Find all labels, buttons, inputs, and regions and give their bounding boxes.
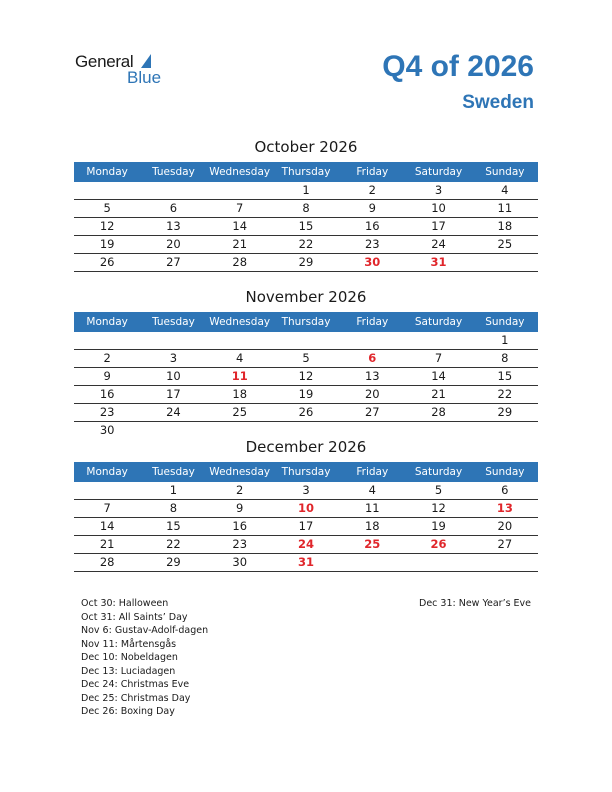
day-cell: 7 [236, 201, 244, 215]
day-cell [140, 182, 206, 199]
day-cell: 17 [298, 519, 314, 533]
day-cell: 11 [364, 501, 380, 515]
holiday-item: Dec 10: Nobeldagen [81, 652, 178, 663]
day-cell [74, 332, 140, 349]
day-cell: 15 [298, 219, 314, 233]
day-cell: 31 [297, 555, 314, 569]
day-cell: 26 [99, 255, 115, 269]
weekday-label: Monday [86, 166, 128, 178]
day-cell: 16 [99, 387, 115, 401]
day-cell: 5 [103, 201, 111, 215]
day-cell: 7 [434, 351, 443, 365]
day-cell: 4 [368, 483, 376, 497]
week-row [74, 500, 538, 518]
day-cell: 2 [368, 183, 376, 197]
day-cell: 12 [431, 501, 446, 515]
holiday-item: Dec 31: New Year’s Eve [419, 598, 532, 609]
day-cell: 8 [169, 501, 178, 515]
day-cell: 18 [232, 387, 248, 401]
holiday-item: Dec 24: Christmas Eve [81, 679, 190, 690]
day-cell: 31 [430, 255, 447, 269]
day-cell [207, 182, 273, 199]
day-cell: 14 [99, 519, 115, 533]
day-cell: 28 [431, 405, 446, 419]
day-cell: 20 [497, 519, 513, 533]
week-row [74, 404, 538, 422]
day-cell: 6 [501, 483, 509, 497]
day-cell: 29 [298, 255, 314, 269]
day-cell: 4 [501, 183, 509, 197]
day-cell [339, 332, 405, 349]
day-cell: 10 [431, 201, 446, 215]
week-row [74, 236, 538, 254]
day-cell: 21 [232, 237, 248, 251]
day-cell: 15 [497, 369, 513, 383]
month-title: November 2026 [245, 288, 367, 306]
week-row [74, 218, 538, 236]
day-cell: 28 [232, 255, 248, 269]
week-row [74, 368, 538, 386]
day-cell: 21 [431, 387, 446, 401]
month-november [74, 286, 538, 439]
day-cell: 22 [166, 537, 181, 551]
holiday-list-left [81, 597, 208, 719]
day-cell: 11 [231, 369, 248, 383]
week-row [74, 332, 538, 350]
day-cell [273, 332, 339, 349]
weekday-label: Tuesday [152, 166, 195, 178]
weekday-label: Wednesday [209, 316, 271, 328]
day-cell: 16 [364, 219, 380, 233]
weekday-label: Saturday [414, 316, 463, 328]
day-cell: 18 [364, 519, 380, 533]
day-cell: 24 [166, 405, 181, 419]
weekday-label: Saturday [414, 166, 463, 178]
day-cell: 23 [99, 405, 115, 419]
country-name: Sweden [462, 92, 534, 113]
day-cell [472, 554, 538, 571]
day-cell: 9 [103, 369, 111, 383]
day-cell: 2 [236, 483, 244, 497]
week-row [74, 350, 538, 368]
day-cell: 6 [169, 201, 178, 215]
day-cell: 1 [169, 483, 178, 497]
day-cell: 12 [99, 219, 115, 233]
day-cell: 4 [236, 351, 244, 365]
day-cell: 29 [166, 555, 181, 569]
day-cell [405, 554, 471, 571]
day-cell: 1 [501, 333, 509, 347]
weekday-label: Friday [356, 316, 389, 328]
day-cell: 17 [166, 387, 181, 401]
day-cell [339, 554, 405, 571]
day-cell: 16 [232, 519, 248, 533]
weekday-header [74, 312, 538, 332]
day-cell: 12 [298, 369, 314, 383]
day-cell: 25 [497, 237, 513, 251]
week-row [74, 482, 538, 500]
day-cell: 30 [99, 423, 115, 437]
page-title: Q4 of 2026 [382, 50, 534, 83]
day-cell: 7 [103, 501, 111, 515]
day-cell: 9 [368, 201, 376, 215]
day-cell [74, 182, 140, 199]
logo-triangle-icon [141, 54, 151, 68]
day-cell: 13 [496, 501, 513, 515]
day-cell: 15 [166, 519, 181, 533]
week-row [74, 518, 538, 536]
week-row [74, 200, 538, 218]
day-cell: 21 [99, 537, 115, 551]
week-row [74, 254, 538, 272]
weekday-label: Monday [86, 316, 128, 328]
day-cell: 25 [232, 405, 248, 419]
day-cell: 23 [364, 237, 380, 251]
day-cell: 10 [297, 501, 314, 515]
day-cell: 24 [431, 237, 446, 251]
day-cell: 24 [297, 537, 314, 551]
day-cell: 22 [497, 387, 513, 401]
day-cell: 28 [99, 555, 115, 569]
day-cell: 26 [298, 405, 314, 419]
day-cell: 2 [103, 351, 111, 365]
day-cell: 13 [364, 369, 380, 383]
day-cell: 3 [169, 351, 178, 365]
day-cell [74, 482, 140, 499]
day-cell: 3 [302, 483, 310, 497]
day-cell: 25 [364, 537, 381, 551]
day-cell: 5 [434, 483, 443, 497]
weekday-label: Thursday [281, 466, 331, 478]
month-title: October 2026 [254, 138, 358, 156]
day-cell: 8 [302, 201, 310, 215]
week-row [74, 554, 538, 572]
weekday-label: Thursday [281, 316, 331, 328]
weekday-label: Wednesday [209, 166, 271, 178]
day-cell: 11 [497, 201, 513, 215]
day-cell [405, 332, 471, 349]
weekday-header [74, 462, 538, 482]
day-cell: 30 [364, 255, 381, 269]
day-cell: 20 [166, 237, 181, 251]
weekday-label: Tuesday [152, 316, 195, 328]
holiday-item: Nov 11: Mårtensgås [81, 638, 177, 650]
day-cell: 3 [434, 183, 443, 197]
holiday-item: Nov 6: Gustav-Adolf-dagen [81, 625, 209, 636]
month-title: December 2026 [245, 438, 367, 456]
day-cell: 19 [99, 237, 115, 251]
holiday-item: Dec 26: Boxing Day [81, 706, 175, 717]
day-cell: 23 [232, 537, 248, 551]
day-cell [472, 254, 538, 271]
day-cell [140, 332, 206, 349]
holiday-item: Dec 25: Christmas Day [81, 692, 191, 704]
weekday-header [74, 162, 538, 182]
weekday-label: Sunday [485, 316, 525, 328]
day-cell: 29 [497, 405, 513, 419]
weekday-label: Friday [356, 466, 389, 478]
weekday-label: Sunday [485, 166, 525, 178]
day-cell: 20 [364, 387, 380, 401]
week-row [74, 182, 538, 200]
day-cell: 26 [430, 537, 447, 551]
day-cell: 1 [302, 183, 310, 197]
day-cell: 27 [364, 405, 380, 419]
week-row [74, 386, 538, 404]
day-cell: 14 [232, 219, 248, 233]
weekday-label: Tuesday [152, 466, 195, 478]
weekday-label: Friday [356, 166, 389, 178]
week-row [74, 536, 538, 554]
day-cell: 6 [368, 351, 377, 365]
day-cell: 27 [497, 537, 513, 551]
day-cell: 18 [497, 219, 513, 233]
day-cell: 9 [236, 501, 244, 515]
weekday-label: Monday [86, 466, 128, 478]
generalblue-logo [75, 52, 185, 88]
day-cell: 30 [232, 555, 248, 569]
holiday-item: Oct 31: All Saints’ Day [81, 611, 188, 623]
day-cell: 13 [166, 219, 181, 233]
day-cell: 8 [501, 351, 509, 365]
logo-text-blue: Blue [127, 68, 162, 87]
day-cell: 27 [166, 255, 181, 269]
day-cell: 14 [431, 369, 446, 383]
month-october [74, 136, 538, 272]
day-cell [207, 332, 273, 349]
day-cell: 22 [298, 237, 314, 251]
weekday-label: Thursday [281, 166, 331, 178]
weekday-label: Sunday [485, 466, 525, 478]
weekday-label: Wednesday [209, 466, 271, 478]
logo-text-general: General [75, 52, 134, 71]
day-cell: 10 [166, 369, 181, 383]
holiday-item: Oct 30: Halloween [81, 598, 169, 609]
day-cell: 19 [431, 519, 446, 533]
month-december [74, 436, 538, 572]
holiday-list-right [419, 597, 531, 611]
weekday-label: Saturday [414, 466, 463, 478]
day-cell: 19 [298, 387, 314, 401]
holiday-item: Dec 13: Luciadagen [81, 665, 176, 677]
day-cell: 17 [431, 219, 446, 233]
day-cell: 5 [302, 351, 310, 365]
